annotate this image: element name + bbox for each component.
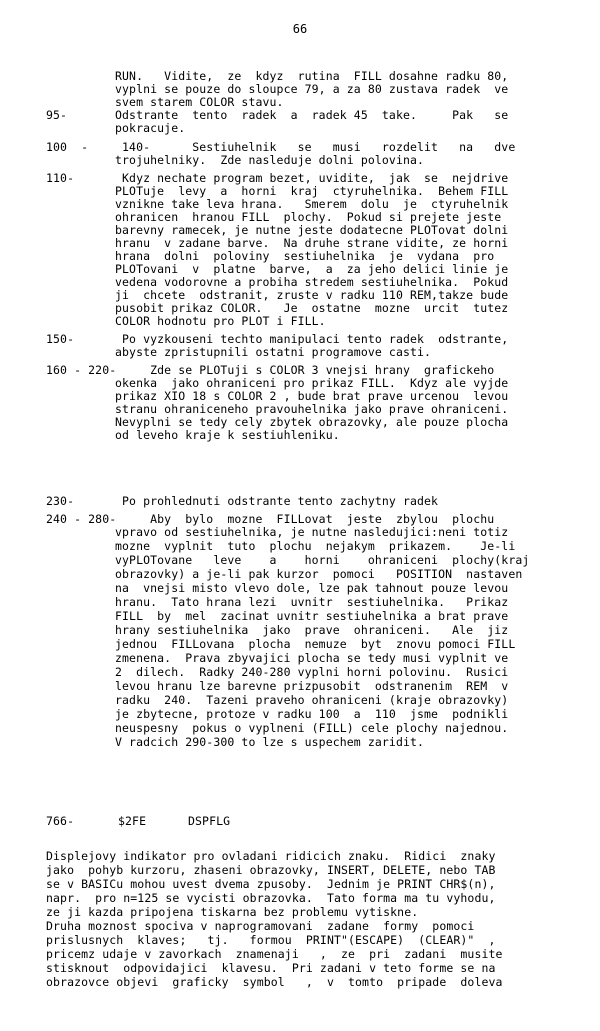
text-line: hrany sestiuhelnika jako prave ohraniceni. Ale jiz [115,623,509,637]
text-line: vpravo od sestiuhelnika, je nutne nasledujici:neni totiz [115,525,509,539]
text-line: vyplni se pouze do sloupce 79, a za 80 zustava radek ve [115,82,509,96]
line-number-label: 100 - [46,140,89,154]
text-line: neuspesny pokus o vyplneni (FILL) cele plochy najednou. [115,721,509,735]
line-number-label: 95- [46,108,68,122]
text-line: 2 dilech. Radky 240-280 vyplni horni polovinu. Rusici [115,665,509,679]
text-line: Zde se PLOTuji s COLOR 3 vnejsi hrany grafickeho [115,363,495,377]
entry-number: 766- [46,814,75,828]
text-line: Aby bylo mozne FILLovat jeste zbylou plochu [115,512,495,526]
line-number-label: 230- [46,494,75,508]
text-line: zmenena. Prava zbyvajici plocha se tedy musi vyplnit ve [115,651,509,665]
text-line: stranu ohraniceneho pravouhelnika jako prave ohraniceni. [115,402,509,416]
text-line: barevny ramecek, je nutne jeste dodatecne PLOTovat dolni [115,223,509,237]
text-line: vyPLOTovane leve a horni ohraniceni plochy(kraj [115,553,530,567]
paragraph-line: jako pohyb kurzoru, zhaseni obrazovky, INSERT, DELETE, nebo TAB [46,863,496,877]
text-line: Nevyplni se tedy cely zbytek obrazovky, ale pouze plocha [115,415,509,429]
text-line: jednou FILLovana plocha nemuze byt znovu pomoci FILL [115,637,516,651]
text-line: obrazovky) a je-li pak kurzor pomoci POSITION nastaven [115,567,523,581]
text-line: okenka jako ohraniceni pro prikaz FILL. Kdyz ale vyjde [115,376,509,390]
page-number: 66 [292,22,308,36]
text-line: Kdyz nechate program bezet, uvidite, jak se nejdrive [115,171,509,185]
paragraph-line: Displejovy indikator pro ovladani ridicich znaku. Ridici znaky [46,849,496,863]
text-line: ohranicen hranou FILL plochy. Pokud si prejete jeste [115,210,502,224]
text-line: pokracuje. [115,121,186,135]
text-line: 140- Sestiuhelnik se musi rozdelit na dve [115,140,516,154]
text-line: pusobit prikaz COLOR. Je ostatne mozne urcit tutez [115,301,509,315]
text-line: prikaz XIO 18 s COLOR 2 , bude brat prave urcenou levou [115,389,509,403]
paragraph-line: se v BASICu mohou uvest dvema zpusoby. Jednim je PRINT CHR$(n), [46,877,496,891]
entry-address: $2FE [118,814,147,828]
entry-name: DSPFLG [188,814,231,828]
paragraph-line: prislusnych klaves; tj. formou PRINT"(ESCAPE) (CLEAR)" , [46,933,496,947]
text-line: levou hranu lze barevne prizpusobit odstranenim REM v [115,679,509,693]
text-line: svem starem COLOR stavu. [115,95,284,109]
text-line: trojuhelniky. Zde nasleduje dolni polovina. [115,153,425,167]
text-line: vedena vodorovne a probiha stredem sestiuhelnika. Pokud [115,275,509,289]
text-line: FILL by mel zacinat uvnitr sestiuhelnika a brat prave [115,609,509,623]
paragraph-line: stisknout odpovidajici klavesu. Pri zadani v teto forme se na [46,961,496,975]
text-line: Po vyzkouseni techto manipulaci tento radek odstrante, [115,332,509,346]
line-number-label: 150- [46,332,75,346]
text-line: vznikne take leva hrana. Smerem dolu je ctyruhelnik [115,197,509,211]
text-line: PLOTovani v platne barve, a za jeho delici linie je [115,262,509,276]
paragraph-line: pricemz udaje v zavorkach znamenaji , ze pri zadani musite [46,947,503,961]
text-line: abyste zpristupnili ostatni programove casti. [115,345,432,359]
text-line: PLOTuje levy a horni kraj ctyruhelnika. Behem FILL [115,184,509,198]
text-line: mozne vyplnit tuto plochu nejakym prikazem. Je-li [115,539,516,553]
text-line: hranu v zadane barve. Na druhe strane vidite, ze horni [115,236,509,250]
text-line: RUN. Vidite, ze kdyz rutina FILL dosahne radku 80, [115,69,509,83]
paragraph-line: obrazovce objevi graficky symbol , v tomto pripade doleva [46,975,503,989]
text-line: ji chcete odstranit, zruste v radku 110 REM,takze bude [115,288,509,302]
text-line: hranu. Tato hrana lezi uvnitr sestiuhelnika. Prikaz [115,595,509,609]
paragraph-line: ze ji kazda pripojena tiskarna bez problemu vytiskne. [46,905,419,919]
line-number-label: 240 - 280- [46,512,117,526]
text-line: COLOR hodnotu pro PLOT i FILL. [115,314,326,328]
text-line: na vnejsi misto vlevo dole, lze pak tahnout pouze levou [115,581,509,595]
line-number-label: 110- [46,171,75,185]
text-line: je zbytecne, protoze v radku 100 a 110 jsme podnikli [115,707,509,721]
paragraph-line: Druha moznost spociva v naprogramovani zadane formy pomoci [46,919,475,933]
line-number-label: 160 - 220- [46,363,117,377]
text-line: Po prohlednuti odstrante tento zachytny radek [115,494,439,508]
text-line: Odstrante tento radek a radek 45 take. Pak se [115,108,509,122]
paragraph-line: napr. pro n=125 se vycisti obrazovka. Tato forma ma tu vyhodu, [46,891,496,905]
text-line: od leveho kraje k sestiuhleniku. [115,428,340,442]
text-line: hrana dolni poloviny sestiuhelnika je vydana pro [115,249,495,263]
text-line: radku 240. Tazeni praveho ohraniceni (kraje obrazovky) [115,693,509,707]
text-line: V radcich 290-300 to lze s uspechem zaridit. [115,735,425,749]
